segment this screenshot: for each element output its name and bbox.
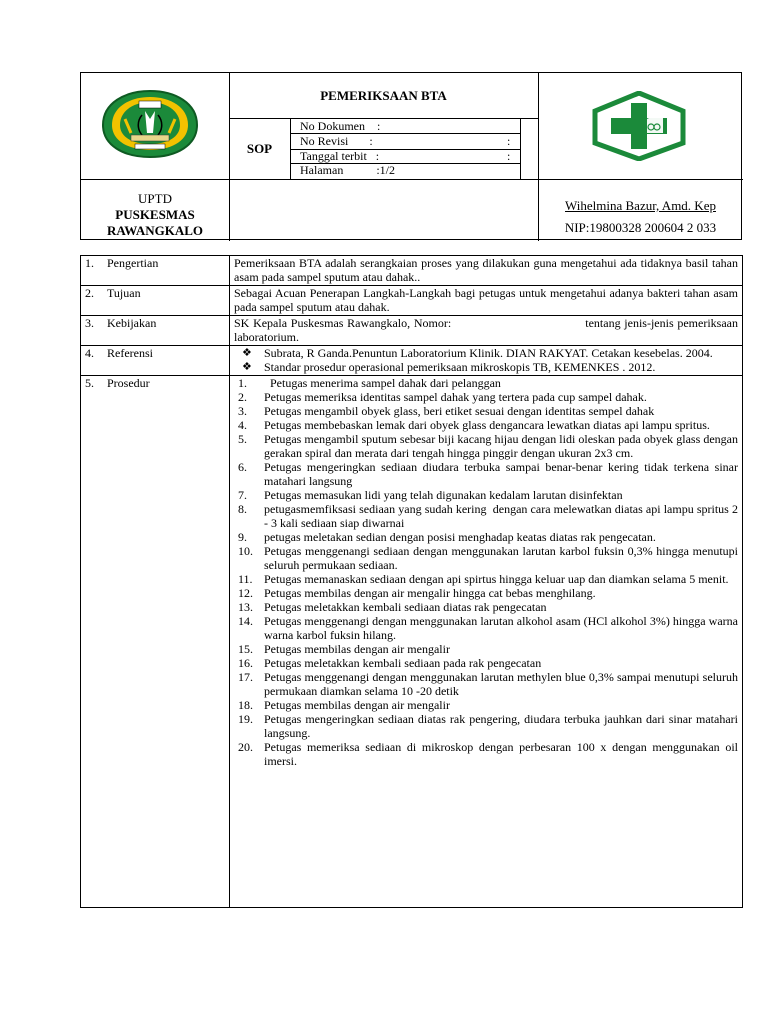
step-number: 11. (238, 572, 253, 586)
step-number: 13. (238, 600, 253, 614)
table-row (81, 346, 743, 376)
org-line: RAWANGKALO (106, 223, 204, 238)
section-number: 5. (85, 376, 94, 390)
procedure-list (234, 376, 741, 768)
section-label (81, 256, 230, 286)
list-item (234, 346, 738, 360)
step-text: petugasmemfiksasi sediaan yang sudah kering dengan cara melewatkan diatas api lampu spritus 2 - 3 kali sediaan siap diwarnai (264, 502, 741, 530)
list-item (234, 572, 738, 586)
issue-date-colon: : (507, 149, 511, 163)
list-item (234, 544, 738, 572)
step-number: 19. (238, 712, 253, 726)
section-number: 3. (85, 316, 94, 330)
step-text: Petugas menggenangi dengan menggunakan larutan alkohol asam (HCl alkohol 3%) hingga warna warna karbol fuksin hilang. (264, 614, 738, 642)
step-number: 14. (238, 614, 253, 628)
page-count: Halaman :1/2 (300, 163, 395, 177)
step-number: 7. (238, 488, 247, 502)
section-title: Kebijakan (107, 316, 157, 330)
section-label (81, 376, 230, 908)
step-text: Petugas memeriksa sediaan di mikroskop dengan perbesaran 100 x dengan menggunakan oil imersi. (264, 740, 738, 768)
step-text: Petugas memasukan lidi yang telah digunakan kedalam larutan disinfektan (264, 488, 623, 502)
list-item (234, 360, 738, 374)
sop-label: SOP (246, 141, 273, 156)
step-number: 5. (238, 432, 247, 446)
revision-colon: : (507, 134, 511, 148)
step-text: Petugas menggenangi dengan menggunakan larutan methylen blue 0,3% sampai menutupi seluruh permukaan diamkan selama 10 -20 detik (264, 670, 738, 698)
section-number: 4. (85, 346, 94, 360)
step-text: Petugas mengambil obyek glass, beri etiket sesuai dengan identitas sempel dahak (264, 404, 655, 418)
list-item (234, 614, 738, 642)
list-item (234, 642, 738, 656)
table-row (81, 316, 743, 346)
step-number: 6. (238, 460, 247, 474)
list-item (234, 404, 738, 418)
page-title: PEMERIKSAAN BTA (320, 88, 447, 103)
step-number: 4. (238, 418, 247, 432)
step-text: Petugas mengambil sputum sebesar biji kacang hijau dengan lidi oleskan pada obyek glass dengan gerakan spiral dan merata dari tengah hingga pinggir dengan ukuran 2x3 cm. (264, 432, 738, 460)
list-item (234, 502, 741, 530)
step-number: 9. (238, 530, 247, 544)
list-item (234, 460, 738, 488)
list-item (234, 418, 738, 432)
section-title: Tujuan (107, 286, 141, 300)
step-text: Petugas menggenangi sediaan dengan menggunakan larutan karbol fuksin 0,3% hingga menutupi seluruh permukaan sediaan. (264, 544, 738, 572)
step-text: Petugas membebaskan lemak dari obyek glass dengancara lewatkan diatas api lampu spritus. (264, 418, 710, 432)
step-number: 18. (238, 698, 253, 712)
step-text: Petugas menerima sampel dahak dari pelanggan (264, 376, 501, 390)
section-content: SK Kepala Puskesmas Rawangkalo, Nomor: tentang jenis-jenis pemeriksaan laboratorium. (230, 316, 743, 346)
header-divider (520, 118, 521, 180)
list-item (234, 656, 738, 670)
section-content: Pemeriksaan BTA adalah serangkaian proses yang dilakukan guna mengetahui ada tidaknya basil tahan asam pada sampel sputum atau dahak.. (230, 256, 743, 286)
step-number: 10. (238, 544, 253, 558)
revision-number: No Revisi : (300, 134, 373, 148)
organization-name (81, 191, 229, 239)
step-text: Petugas membilas dengan air mengalir hingga cat bebas menghilang. (264, 586, 596, 600)
list-item (234, 390, 738, 404)
signer-name: Wihelmina Bazur, Amd. Kep (565, 198, 716, 213)
header-divider (538, 73, 539, 241)
table-row (81, 376, 743, 908)
list-item (234, 670, 738, 698)
signer-nip: NIP:19800328 200604 2 033 (564, 220, 717, 235)
step-text: Petugas meletakkan kembali sediaan diatas rak pengecatan (264, 600, 547, 614)
step-number: 3. (238, 404, 247, 418)
list-item (234, 432, 738, 460)
step-text: Petugas membilas dengan air mengalir (264, 642, 450, 656)
reference-text: Subrata, R Ganda.Penuntun Laboratorium Klinik. DIAN RAKYAT. Cetakan kesebelas. 2004. (264, 346, 713, 360)
section-title: Referensi (107, 346, 153, 360)
section-title: Pengertian (107, 256, 159, 270)
section-content (230, 346, 743, 376)
regency-logo (95, 89, 205, 159)
step-number: 2. (238, 390, 247, 404)
list-item (234, 530, 738, 544)
step-number: 8. (238, 502, 247, 516)
list-item (234, 600, 738, 614)
list-item (234, 376, 738, 390)
step-number: 1. (238, 376, 247, 390)
step-number: 17. (238, 670, 253, 684)
step-text: Petugas meletakkan kembali sediaan pada rak pengecatan (264, 656, 542, 670)
issue-date: Tanggal terbit : (300, 149, 380, 163)
sop-header (80, 72, 742, 240)
table-row (81, 256, 743, 286)
list-item (234, 586, 738, 600)
diamond-bullet-icon: ❖ (242, 347, 252, 359)
sop-body-table (80, 255, 743, 908)
table-row (81, 286, 743, 316)
section-label (81, 346, 230, 376)
section-label (81, 286, 230, 316)
section-content (230, 376, 743, 908)
step-number: 20. (238, 740, 253, 754)
step-text: Petugas mengeringkan sediaan diatas rak pengering, diudara terbuka jauhkan dari sinar matahari langsung. (264, 712, 738, 740)
section-number: 2. (85, 286, 94, 300)
list-item (234, 740, 738, 768)
list-item (234, 488, 738, 502)
step-text: Petugas memeriksa identitas sampel dahak yang tertera pada cup sampel dahak. (264, 390, 647, 404)
step-text: Petugas membilas dengan air mengalir (264, 698, 450, 712)
section-title: Prosedur (107, 376, 150, 390)
section-content: Sebagai Acuan Penerapan Langkah-Langkah bagi petugas untuk mengetahui adanya bakteri tahan asam pada sampel sputum atau dahak. (230, 286, 743, 316)
step-number: 12. (238, 586, 253, 600)
reference-list (234, 346, 738, 374)
reference-text: Standar prosedur operasional pemeriksaan mikroskopis TB, KEMENKES . 2012. (264, 360, 656, 374)
org-line: UPTD (138, 191, 172, 206)
step-number: 16. (238, 656, 253, 670)
section-label (81, 316, 230, 346)
step-text: petugas meletakan sedian dengan posisi menghadap keatas diatas rak pengecatan. (264, 530, 656, 544)
step-text: Petugas memanaskan sediaan dengan api spirtus hingga keluar uap dan diamkan selama 5 menit. (264, 572, 729, 586)
list-item (234, 698, 738, 712)
step-text: Petugas mengeringkan sediaan diudara terbuka sampai benar-benar kering tidak terkena sinar matahari langsung (264, 460, 738, 488)
list-item (234, 712, 738, 740)
org-line: PUSKESMAS (115, 207, 195, 222)
diamond-bullet-icon: ❖ (242, 361, 252, 373)
puskesmas-logo (591, 91, 687, 161)
header-divider (229, 118, 538, 119)
section-number: 1. (85, 256, 94, 270)
header-divider (81, 179, 743, 180)
doc-number: No Dokumen : (300, 119, 381, 133)
step-number: 15. (238, 642, 253, 656)
